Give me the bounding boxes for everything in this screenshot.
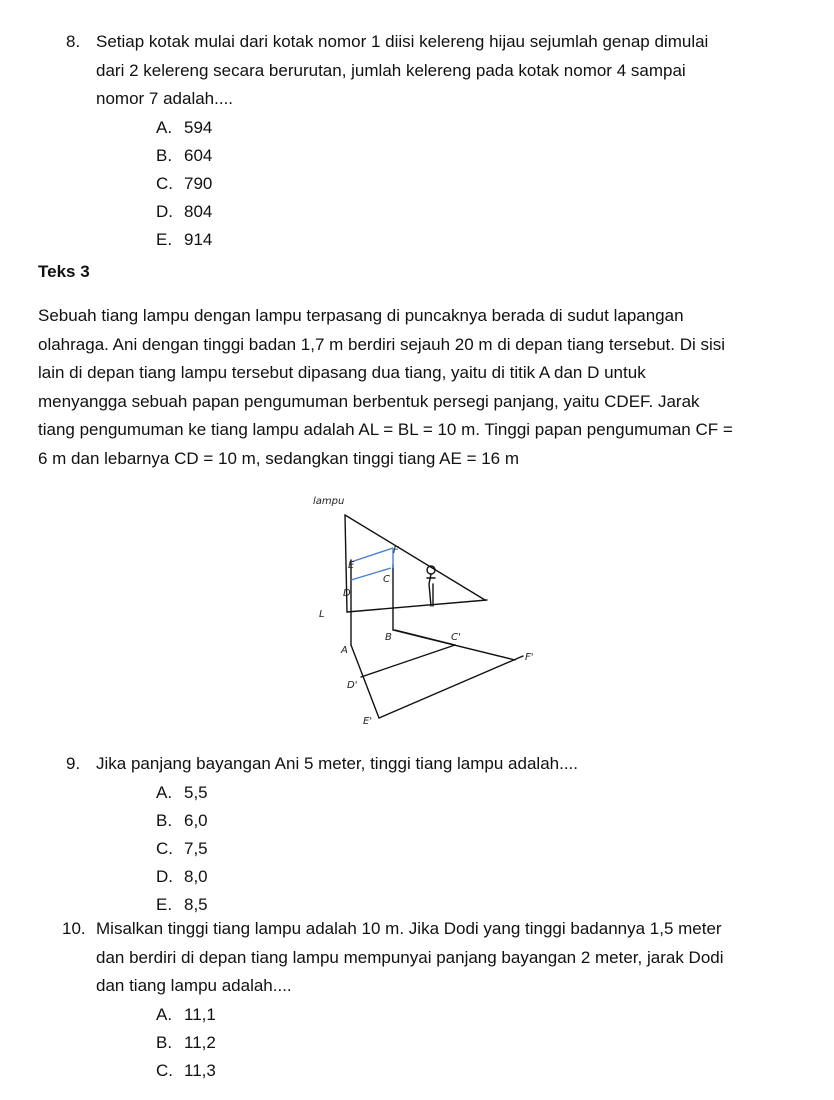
- label-c-prime: C': [451, 632, 461, 643]
- paragraph-line: menyangga sebuah papan pengumuman berbentuk persegi panjang, yaitu CDEF. Jarak: [38, 391, 700, 411]
- options-list: [156, 779, 806, 919]
- paragraph-line: lain di depan tiang lampu tersebut dipasang dua tiang, yaitu di titik A dan D untuk: [38, 363, 646, 382]
- label-e: E: [348, 560, 355, 571]
- stem-line: dan tiang lampu adalah....: [96, 976, 292, 995]
- option-a[interactable]: A. 5,5: [156, 782, 208, 802]
- stem-line: nomor 7 adalah....: [96, 89, 234, 108]
- option-e[interactable]: E. 8,5: [156, 894, 208, 914]
- paragraph-line: 6 m dan lebarnya CD = 10 m, sedangkan tinggi tiang AE = 16 m: [38, 448, 520, 468]
- board-top-line: [351, 548, 393, 562]
- label-lampu: lampu: [313, 496, 345, 507]
- question-stem: [96, 750, 806, 779]
- ground-line: [347, 600, 487, 612]
- option-d[interactable]: D. 8,0: [156, 866, 208, 886]
- option-b[interactable]: B. 11,2: [156, 1032, 216, 1052]
- option-c[interactable]: C. 7,5: [156, 838, 208, 858]
- person-body: [427, 574, 435, 606]
- label-c: C: [383, 574, 390, 585]
- question-10: [62, 915, 806, 1085]
- options-list: [156, 1001, 806, 1085]
- label-l: L: [319, 609, 325, 620]
- option-b[interactable]: B. 6,0: [156, 810, 208, 830]
- question-number: 8.: [66, 32, 81, 51]
- label-b: B: [385, 632, 392, 643]
- label-a: A: [341, 645, 348, 656]
- option-c[interactable]: C. 11,3: [156, 1060, 216, 1080]
- question-number: 9.: [66, 754, 81, 773]
- shadow-bottom-line: [379, 656, 523, 718]
- paragraph-line: Sebuah tiang lampu dengan lampu terpasang di puncaknya berada di sudut lapangan: [38, 306, 684, 325]
- label-d: D: [343, 588, 351, 599]
- question-9: [66, 750, 806, 919]
- question-stem: [96, 28, 806, 114]
- option-a[interactable]: A. 11,1: [156, 1004, 216, 1024]
- question-number: 10.: [62, 919, 86, 938]
- option-e[interactable]: E. 914: [156, 229, 213, 249]
- question-8: [66, 28, 806, 254]
- option-a[interactable]: A. 594: [156, 117, 213, 137]
- lamp-post-sketch: [305, 490, 534, 727]
- option-c[interactable]: C. 790: [156, 173, 213, 193]
- stem-line: dan berdiri di depan tiang lampu mempunyai panjang bayangan 2 meter, jarak Dodi: [96, 947, 724, 967]
- stem-line: Misalkan tinggi tiang lampu adalah 10 m. Jika Dodi yang tinggi badannya 1,5 meter: [96, 919, 722, 938]
- label-f-prime: F': [525, 652, 534, 663]
- section-heading: Teks 3: [38, 262, 90, 281]
- text3-paragraph: [38, 302, 813, 473]
- option-d[interactable]: D. 804: [156, 201, 213, 221]
- label-e-prime: E': [363, 716, 373, 727]
- option-b[interactable]: B. 604: [156, 145, 213, 165]
- label-f: F: [393, 545, 399, 556]
- stem-line: Setiap kotak mulai dari kotak nomor 1 diisi kelereng hijau sejumlah genap dimulai: [96, 32, 709, 51]
- options-list: [156, 114, 806, 254]
- question-stem: [96, 915, 806, 1001]
- paragraph-line: olahraga. Ani dengan tinggi badan 1,7 m berdiri sejauh 20 m di depan tiang tersebut. Di sisi: [38, 334, 726, 354]
- stem-line: Jika panjang bayangan Ani 5 meter, tinggi tiang lampu adalah....: [96, 754, 579, 773]
- stem-line: dari 2 kelereng secara berurutan, jumlah kelereng pada kotak nomor 4 sampai: [96, 60, 686, 80]
- paragraph-line: tiang pengumuman ke tiang lampu adalah AL = BL = 10 m. Tinggi papan pengumuman CF =: [38, 420, 733, 439]
- label-d-prime: D': [347, 680, 358, 691]
- shadow-diagonal-line: [361, 645, 455, 677]
